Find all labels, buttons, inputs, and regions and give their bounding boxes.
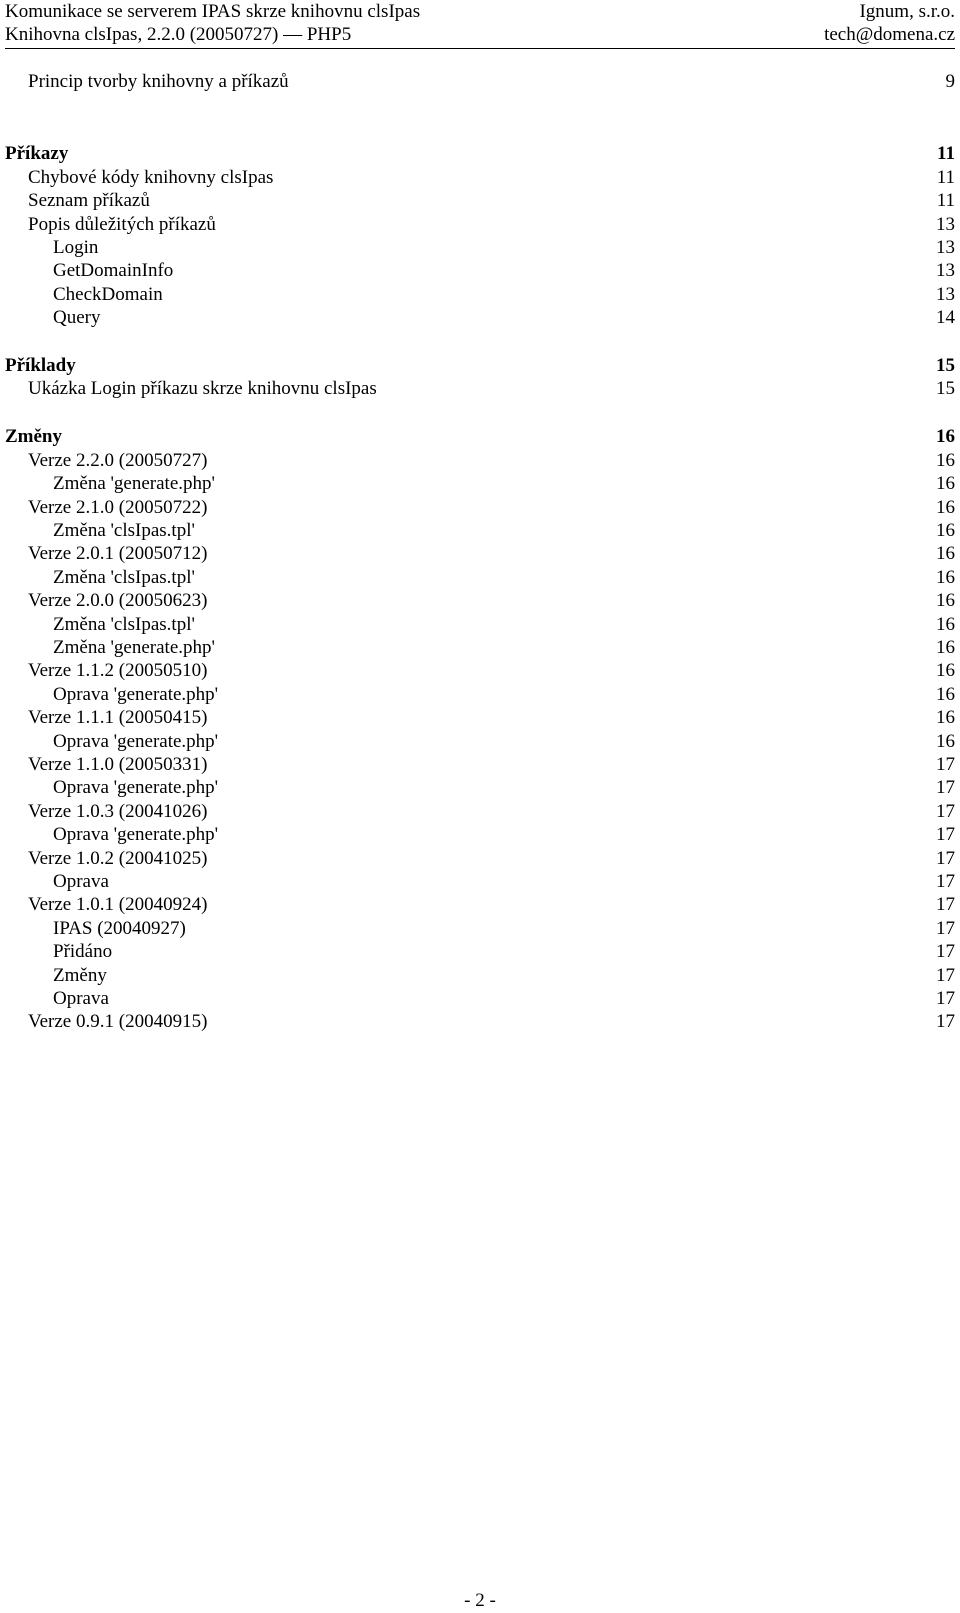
toc-entry-page-number: 16 — [936, 497, 955, 518]
toc-entry-page-number: 11 — [937, 143, 955, 164]
toc-entry-label: Verze 0.9.1 (20040915) — [28, 1011, 208, 1032]
toc-entry-page-number: 16 — [936, 520, 955, 541]
toc-entry-label: Změna 'clsIpas.tpl' — [53, 614, 195, 635]
toc-entry-page-number: 17 — [936, 894, 955, 915]
toc-entry[interactable] — [0, 519, 955, 542]
toc-entry-page-number: 17 — [936, 941, 955, 962]
toc-entry-label: Verze 1.0.3 (20041026) — [28, 801, 208, 822]
toc-entry[interactable] — [0, 893, 955, 916]
toc-entry-label: Login — [53, 237, 99, 258]
toc-entry-label: Oprava — [53, 871, 109, 892]
toc-entry[interactable] — [0, 613, 955, 636]
toc-entry-label: Query — [53, 307, 101, 328]
toc-entry-page-number: 16 — [936, 450, 955, 471]
toc-entry-label: Změna 'clsIpas.tpl' — [53, 520, 195, 541]
toc-entry[interactable] — [0, 870, 955, 893]
toc-entry-page-number: 16 — [936, 567, 955, 588]
toc-entry-label: Verze 1.0.2 (20041025) — [28, 848, 208, 869]
toc-entry-page-number: 17 — [936, 965, 955, 986]
toc-entry-page-number: 11 — [936, 167, 955, 188]
toc-entry[interactable] — [0, 166, 955, 189]
toc-entry-page-number: 13 — [936, 214, 955, 235]
toc-entry-label: Verze 1.1.1 (20050415) — [28, 707, 208, 728]
toc-entry[interactable] — [0, 964, 955, 987]
toc-entry-label: GetDomainInfo — [53, 260, 174, 281]
toc-entry[interactable] — [0, 542, 955, 565]
toc-entry-page-number: 17 — [936, 848, 955, 869]
toc-entry[interactable] — [0, 987, 955, 1010]
toc-entry-label: Přidáno — [53, 941, 113, 962]
toc-entry-page-number: 17 — [936, 824, 955, 845]
toc-entry-page-number: 16 — [936, 614, 955, 635]
toc-entry[interactable] — [0, 189, 955, 212]
toc-entry[interactable] — [0, 706, 955, 729]
toc-entry[interactable] — [0, 142, 955, 165]
toc-entry-page-number: 13 — [936, 237, 955, 258]
toc-entry-label: Princip tvorby knihovny a příkazů — [28, 71, 289, 92]
toc-entry-page-number: 17 — [936, 871, 955, 892]
toc-entry-page-number: 17 — [936, 1011, 955, 1032]
page-number: - 2 - — [464, 1590, 496, 1611]
toc-entry[interactable] — [0, 472, 955, 495]
toc-entry[interactable] — [0, 70, 955, 93]
toc-entry[interactable] — [0, 566, 955, 589]
toc-entry-page-number: 16 — [936, 707, 955, 728]
toc-entry[interactable] — [0, 659, 955, 682]
toc-entry-page-number: 16 — [936, 731, 955, 752]
toc-entry-label: Verze 1.1.0 (20050331) — [28, 754, 208, 775]
toc-entry-label: Oprava 'generate.php' — [53, 731, 219, 752]
company-name: Ignum, s.r.o. — [859, 1, 955, 22]
toc-entry[interactable] — [0, 917, 955, 940]
toc-entry-page-number: 15 — [936, 355, 955, 376]
toc-entry[interactable] — [0, 377, 955, 400]
toc-entry-label: Změna 'generate.php' — [53, 473, 215, 494]
toc-entry-label: Verze 1.0.1 (20040924) — [28, 894, 208, 915]
toc-entry-label: Popis důležitých příkazů — [28, 214, 216, 235]
toc-entry-page-number: 16 — [936, 637, 955, 658]
toc-entry-label: Verze 2.1.0 (20050722) — [28, 497, 208, 518]
toc-entry-page-number: 17 — [936, 801, 955, 822]
toc-entry-label: Verze 1.1.2 (20050510) — [28, 660, 208, 681]
document-subtitle: Knihovna clsIpas, 2.2.0 (20050727) — PHP5 — [5, 24, 352, 45]
toc-entry-label: Seznam příkazů — [28, 190, 150, 211]
toc-entry[interactable] — [0, 236, 955, 259]
toc-entry[interactable] — [0, 425, 955, 448]
toc-entry-label: Oprava 'generate.php' — [53, 684, 219, 705]
toc-entry[interactable] — [0, 213, 955, 236]
toc-entry[interactable] — [0, 823, 955, 846]
toc-entry-page-number: 16 — [936, 473, 955, 494]
toc-entry-label: Příklady — [5, 355, 76, 376]
toc-entry-page-number: 16 — [936, 660, 955, 681]
toc-entry-page-number: 16 — [936, 684, 955, 705]
document-title: Komunikace se serverem IPAS skrze knihovnu clsIpas — [5, 1, 421, 22]
toc-entry-label: IPAS (20040927) — [53, 918, 186, 939]
toc-entry-label: Chybové kódy knihovny clsIpas — [28, 167, 274, 188]
toc-entry[interactable] — [0, 730, 955, 753]
toc-entry-page-number: 16 — [936, 426, 955, 447]
toc-entry[interactable] — [0, 283, 955, 306]
toc-entry-label: Změny — [53, 965, 107, 986]
toc-entry-label: Oprava 'generate.php' — [53, 777, 219, 798]
toc-entry-label: Verze 2.2.0 (20050727) — [28, 450, 208, 471]
toc-entry-label: CheckDomain — [53, 284, 163, 305]
toc-entry-page-number: 17 — [936, 777, 955, 798]
toc-entry[interactable] — [0, 847, 955, 870]
toc-entry[interactable] — [0, 636, 955, 659]
toc-entry[interactable] — [0, 354, 955, 377]
toc-entry-label: Verze 2.0.1 (20050712) — [28, 543, 208, 564]
toc-entry-page-number: 11 — [936, 190, 955, 211]
toc-entry-label: Oprava — [53, 988, 109, 1009]
toc-entry-label: Oprava 'generate.php' — [53, 824, 219, 845]
toc-entry-label: Změny — [5, 426, 62, 447]
toc-entry-page-number: 16 — [936, 590, 955, 611]
toc-entry-page-number: 13 — [936, 260, 955, 281]
toc-entry[interactable] — [0, 306, 955, 329]
toc-entry-page-number: 16 — [936, 543, 955, 564]
toc-entry-page-number: 15 — [936, 378, 955, 399]
toc-entry-label: Změna 'clsIpas.tpl' — [53, 567, 195, 588]
toc-entry-label: Příkazy — [5, 143, 69, 164]
toc-entry[interactable] — [0, 1010, 955, 1033]
toc-entry[interactable] — [0, 776, 955, 799]
toc-entry[interactable] — [0, 496, 955, 519]
toc-entry[interactable] — [0, 683, 955, 706]
toc-entry-label: Ukázka Login příkazu skrze knihovnu clsIpas — [28, 378, 377, 399]
toc-entry[interactable] — [0, 449, 955, 472]
toc-entry-page-number: 13 — [936, 284, 955, 305]
toc-entry-label: Verze 2.0.0 (20050623) — [28, 590, 208, 611]
toc-entry-page-number: 17 — [936, 918, 955, 939]
toc-entry[interactable] — [0, 259, 955, 282]
toc-entry-page-number: 14 — [936, 307, 955, 328]
toc-entry[interactable] — [0, 800, 955, 823]
contact-email: tech@domena.cz — [824, 24, 955, 45]
toc-entry-page-number: 17 — [936, 988, 955, 1009]
toc-entry[interactable] — [0, 589, 955, 612]
toc-entry-page-number: 17 — [936, 754, 955, 775]
toc-entry-label: Změna 'generate.php' — [53, 637, 215, 658]
toc-entry[interactable] — [0, 940, 955, 963]
toc-entry-page-number: 9 — [945, 71, 955, 92]
toc-entry[interactable] — [0, 753, 955, 776]
